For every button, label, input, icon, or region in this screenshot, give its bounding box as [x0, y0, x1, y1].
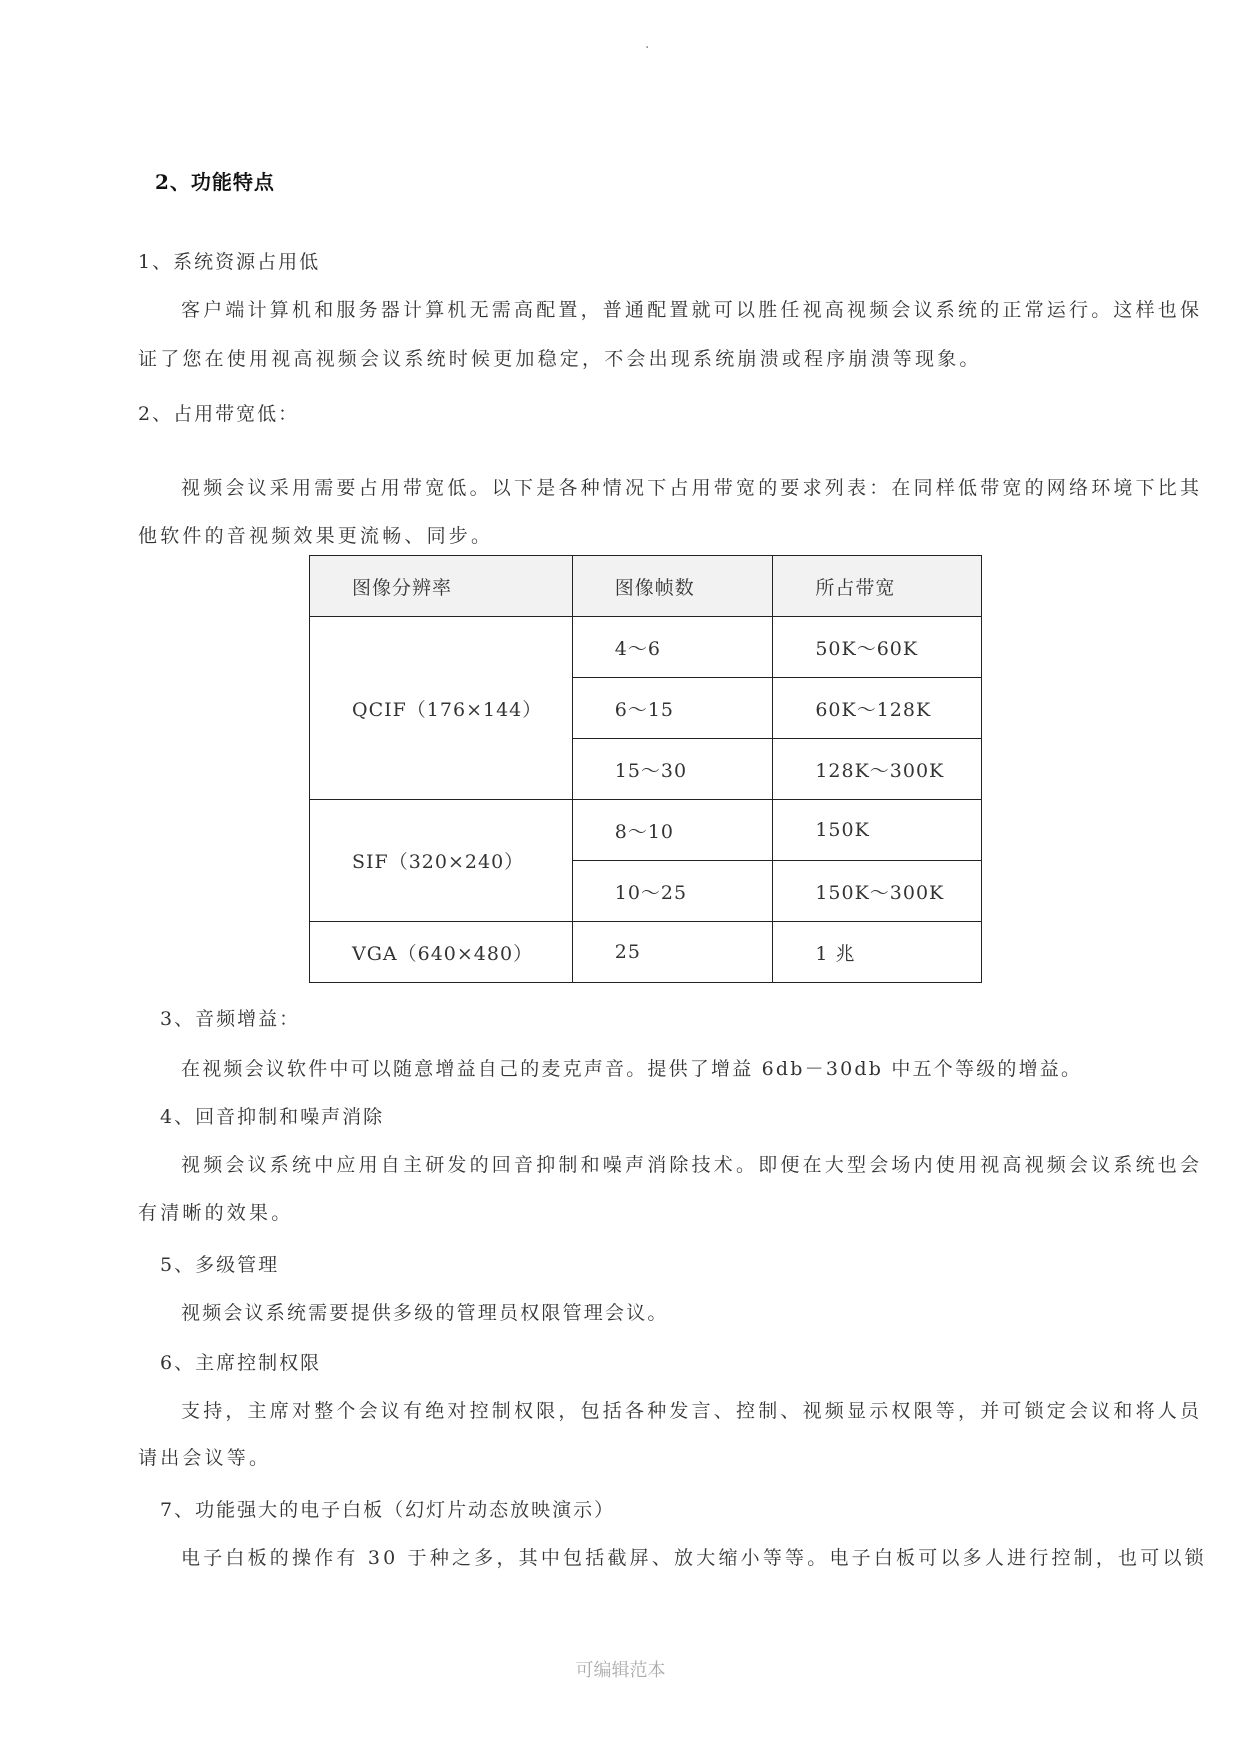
item-para-5-line-1: 视频会议系统需要提供多级的管理员权限管理会议。 [181, 1302, 669, 1324]
item-para-1-line-1: 客户端计算机和服务器计算机无需高配置，普通配置就可以胜任视高视频会议系统的正常运行。这样也保 [181, 299, 1203, 321]
page-footer: 可编辑范本 [575, 1660, 666, 1681]
table-cell-frames: 6～15 [572, 678, 773, 739]
item-para-3-line-1: 在视频会议软件中可以随意增益自己的麦克声音。提供了增益 6db－30db 中五个等级的增益。 [181, 1058, 1083, 1080]
table-header-row [310, 556, 982, 617]
table-header-resolution: 图像分辨率 [310, 556, 573, 617]
item-para-4-line-1: 视频会议系统中应用自主研发的回音抑制和噪声消除技术。即便在大型会场内使用视高视频会议系统也会 [181, 1154, 1203, 1176]
item-para-1-line-2: 证了您在使用视高视频会议系统时候更加稳定，不会出现系统崩溃或程序崩溃等现象。 [138, 348, 982, 370]
table-cell-frames: 15～30 [572, 739, 773, 800]
item-heading-3: 3、音频增益： [160, 1008, 301, 1030]
section-title: 2、功能特点 [155, 170, 275, 194]
table-cell-frames: 10～25 [572, 861, 773, 922]
table-cell-frames: 4～6 [572, 617, 773, 678]
table-cell-bandwidth: 60K～128K [773, 678, 982, 739]
table-cell-frames: 8～10 [572, 800, 773, 861]
item-heading-6: 6、主席控制权限 [160, 1352, 322, 1374]
header-dot: . [645, 36, 650, 52]
item-heading-1: 1、系统资源占用低 [138, 251, 321, 273]
table-row [310, 922, 982, 983]
table-header-bandwidth: 所占带宽 [773, 556, 982, 617]
item-para-7-line-1: 电子白板的操作有 30 于种之多，其中包括截屏、放大缩小等等。电子白板可以多人进行控制，也可以锁 [181, 1547, 1207, 1569]
table-cell-resolution: SIF（320×240） [310, 800, 573, 922]
item-heading-2: 2、占用带宽低： [138, 403, 300, 425]
table-cell-bandwidth: 128K～300K [773, 739, 982, 800]
table-cell-bandwidth: 50K～60K [773, 617, 982, 678]
table-cell-bandwidth: 1 兆 [773, 922, 982, 983]
bandwidth-table [309, 555, 982, 983]
item-para-6-line-2: 请出会议等。 [138, 1447, 272, 1469]
table-row [310, 800, 982, 861]
table-cell-frames: 25 [572, 922, 773, 983]
table-cell-bandwidth: 150K～300K [773, 861, 982, 922]
item-heading-4: 4、回音抑制和噪声消除 [160, 1106, 385, 1128]
item-heading-7: 7、功能强大的电子白板（幻灯片动态放映演示） [160, 1499, 616, 1521]
item-para-6-line-1: 支持，主席对整个会议有绝对控制权限，包括各种发言、控制、视频显示权限等，并可锁定会议和将人员 [181, 1400, 1203, 1422]
item-para-4-line-2: 有清晰的效果。 [138, 1202, 294, 1224]
table-header-frames: 图像帧数 [572, 556, 773, 617]
table-row [310, 617, 982, 678]
item-heading-5: 5、多级管理 [160, 1254, 280, 1276]
table-cell-bandwidth: 150K [773, 800, 982, 861]
item-para-2-line-1: 视频会议采用需要占用带宽低。以下是各种情况下占用带宽的要求列表：在同样低带宽的网络环境下比其 [181, 477, 1203, 499]
item-para-2-line-2: 他软件的音视频效果更流畅、同步。 [138, 525, 494, 547]
table-cell-resolution: VGA（640×480） [310, 922, 573, 983]
table-cell-resolution: QCIF（176×144） [310, 617, 573, 800]
